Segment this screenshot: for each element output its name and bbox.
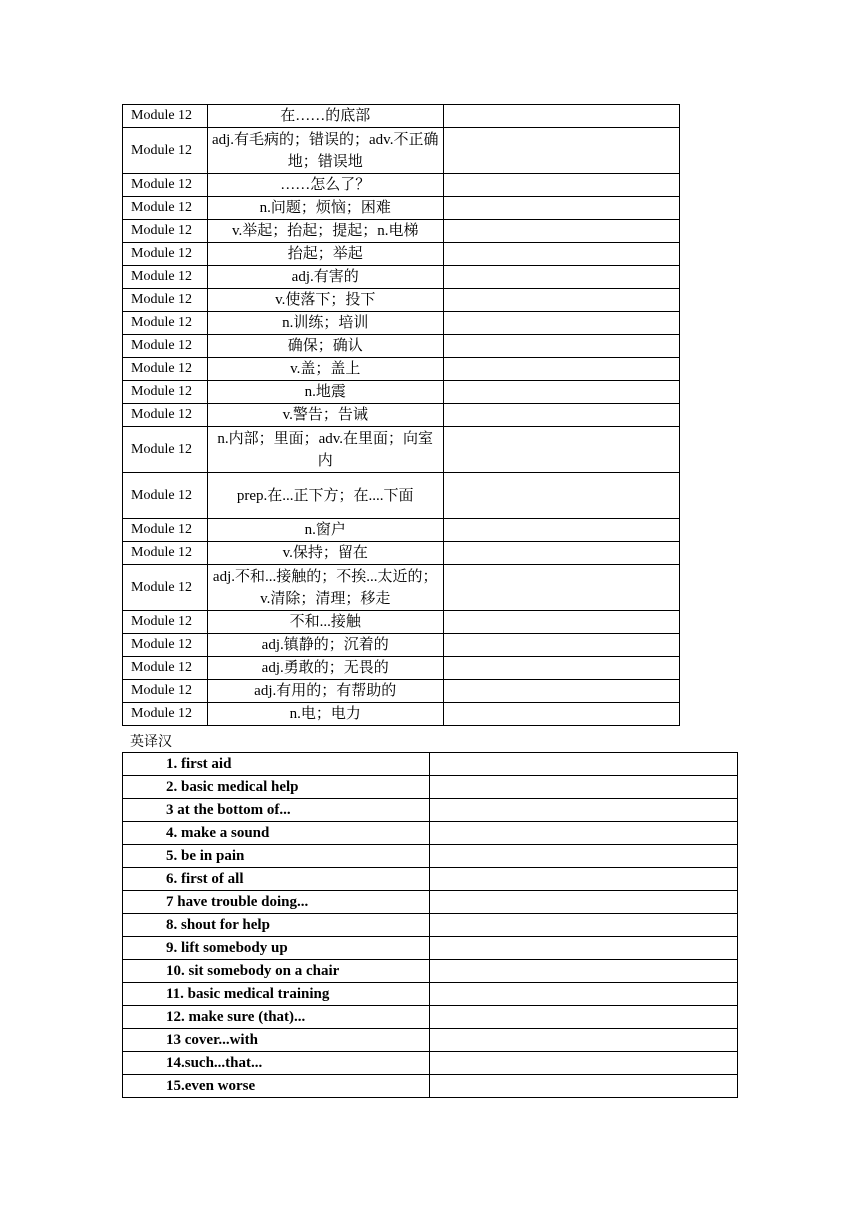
translation-answer-cell[interactable] bbox=[429, 776, 737, 799]
translation-answer-cell[interactable] bbox=[429, 1052, 737, 1075]
phrase-cell: 11. basic medical training bbox=[123, 983, 430, 1006]
translation-answer-cell[interactable] bbox=[429, 845, 737, 868]
answer-cell[interactable] bbox=[443, 381, 679, 404]
module-cell: Module 12 bbox=[123, 473, 208, 519]
meaning-cell: adj.有毛病的；错误的；adv.不正确地；错误地 bbox=[207, 128, 443, 174]
module-cell: Module 12 bbox=[123, 105, 208, 128]
answer-cell[interactable] bbox=[443, 220, 679, 243]
answer-cell[interactable] bbox=[443, 312, 679, 335]
vocab-row bbox=[123, 565, 680, 611]
meaning-cell: n.地震 bbox=[207, 381, 443, 404]
phrase-row bbox=[123, 891, 738, 914]
phrase-table-body bbox=[123, 753, 738, 1098]
meaning-cell: prep.在...正下方；在....下面 bbox=[207, 473, 443, 519]
answer-cell[interactable] bbox=[443, 519, 679, 542]
translation-answer-cell[interactable] bbox=[429, 937, 737, 960]
phrase-row bbox=[123, 868, 738, 891]
vocab-row bbox=[123, 381, 680, 404]
vocab-row bbox=[123, 289, 680, 312]
phrase-cell: 3 at the bottom of... bbox=[123, 799, 430, 822]
answer-cell[interactable] bbox=[443, 289, 679, 312]
answer-cell[interactable] bbox=[443, 680, 679, 703]
vocab-row bbox=[123, 358, 680, 381]
phrase-row bbox=[123, 799, 738, 822]
translation-answer-cell[interactable] bbox=[429, 983, 737, 1006]
vocab-row bbox=[123, 312, 680, 335]
meaning-cell: adj.勇敢的；无畏的 bbox=[207, 657, 443, 680]
vocab-table-body bbox=[123, 105, 680, 726]
module-cell: Module 12 bbox=[123, 174, 208, 197]
answer-cell[interactable] bbox=[443, 243, 679, 266]
vocab-row bbox=[123, 128, 680, 174]
phrase-cell: 15.even worse bbox=[123, 1075, 430, 1098]
phrase-cell: 5. be in pain bbox=[123, 845, 430, 868]
vocab-row bbox=[123, 427, 680, 473]
phrase-cell: 8. shout for help bbox=[123, 914, 430, 937]
meaning-cell: 抬起；举起 bbox=[207, 243, 443, 266]
phrase-row bbox=[123, 937, 738, 960]
module-cell: Module 12 bbox=[123, 611, 208, 634]
answer-cell[interactable] bbox=[443, 427, 679, 473]
vocab-row bbox=[123, 335, 680, 358]
vocab-row bbox=[123, 174, 680, 197]
vocab-row bbox=[123, 680, 680, 703]
module-cell: Module 12 bbox=[123, 312, 208, 335]
vocab-row bbox=[123, 542, 680, 565]
answer-cell[interactable] bbox=[443, 703, 679, 726]
meaning-cell: adj.有用的；有帮助的 bbox=[207, 680, 443, 703]
phrase-cell: 7 have trouble doing... bbox=[123, 891, 430, 914]
meaning-cell: v.警告；告诫 bbox=[207, 404, 443, 427]
vocab-row bbox=[123, 519, 680, 542]
answer-cell[interactable] bbox=[443, 473, 679, 519]
answer-cell[interactable] bbox=[443, 634, 679, 657]
module-cell: Module 12 bbox=[123, 565, 208, 611]
phrase-cell: 14.such...that... bbox=[123, 1052, 430, 1075]
answer-cell[interactable] bbox=[443, 404, 679, 427]
phrase-cell: 4. make a sound bbox=[123, 822, 430, 845]
translation-answer-cell[interactable] bbox=[429, 868, 737, 891]
answer-cell[interactable] bbox=[443, 174, 679, 197]
vocab-table bbox=[122, 104, 680, 726]
vocab-row bbox=[123, 703, 680, 726]
phrase-row bbox=[123, 1029, 738, 1052]
module-cell: Module 12 bbox=[123, 358, 208, 381]
section-label: 英译汉 bbox=[130, 734, 172, 750]
meaning-cell: n.电；电力 bbox=[207, 703, 443, 726]
translation-answer-cell[interactable] bbox=[429, 1029, 737, 1052]
phrase-row bbox=[123, 776, 738, 799]
module-cell: Module 12 bbox=[123, 289, 208, 312]
answer-cell[interactable] bbox=[443, 657, 679, 680]
phrase-row bbox=[123, 914, 738, 937]
vocab-row bbox=[123, 220, 680, 243]
answer-cell[interactable] bbox=[443, 335, 679, 358]
vocab-row bbox=[123, 634, 680, 657]
vocab-row bbox=[123, 197, 680, 220]
module-cell: Module 12 bbox=[123, 128, 208, 174]
translation-answer-cell[interactable] bbox=[429, 799, 737, 822]
module-cell: Module 12 bbox=[123, 404, 208, 427]
module-cell: Module 12 bbox=[123, 266, 208, 289]
translation-answer-cell[interactable] bbox=[429, 822, 737, 845]
module-cell: Module 12 bbox=[123, 634, 208, 657]
answer-cell[interactable] bbox=[443, 358, 679, 381]
answer-cell[interactable] bbox=[443, 266, 679, 289]
meaning-cell: adj.不和...接触的；不挨...太近的；v.清除；清理；移走 bbox=[207, 565, 443, 611]
phrase-cell: 10. sit somebody on a chair bbox=[123, 960, 430, 983]
meaning-cell: v.使落下；投下 bbox=[207, 289, 443, 312]
vocab-row bbox=[123, 611, 680, 634]
phrase-cell: 13 cover...with bbox=[123, 1029, 430, 1052]
phrase-row bbox=[123, 822, 738, 845]
meaning-cell: 确保；确认 bbox=[207, 335, 443, 358]
meaning-cell: n.窗户 bbox=[207, 519, 443, 542]
meaning-cell: v.保持；留在 bbox=[207, 542, 443, 565]
meaning-cell: v.举起；抬起；提起；n.电梯 bbox=[207, 220, 443, 243]
module-cell: Module 12 bbox=[123, 335, 208, 358]
meaning-cell: n.内部；里面；adv.在里面；向室内 bbox=[207, 427, 443, 473]
phrase-row bbox=[123, 960, 738, 983]
module-cell: Module 12 bbox=[123, 542, 208, 565]
phrase-cell: 12. make sure (that)... bbox=[123, 1006, 430, 1029]
module-cell: Module 12 bbox=[123, 427, 208, 473]
phrase-table bbox=[122, 752, 738, 1098]
phrase-cell: 9. lift somebody up bbox=[123, 937, 430, 960]
phrase-cell: 6. first of all bbox=[123, 868, 430, 891]
meaning-cell: n.问题；烦恼；困难 bbox=[207, 197, 443, 220]
phrase-row bbox=[123, 753, 738, 776]
module-cell: Module 12 bbox=[123, 680, 208, 703]
module-cell: Module 12 bbox=[123, 519, 208, 542]
phrase-cell: 1. first aid bbox=[123, 753, 430, 776]
vocab-row bbox=[123, 657, 680, 680]
module-cell: Module 12 bbox=[123, 657, 208, 680]
answer-cell[interactable] bbox=[443, 565, 679, 611]
translation-answer-cell[interactable] bbox=[429, 960, 737, 983]
meaning-cell: adj.镇静的；沉着的 bbox=[207, 634, 443, 657]
answer-cell[interactable] bbox=[443, 128, 679, 174]
meaning-cell: v.盖；盖上 bbox=[207, 358, 443, 381]
phrase-row bbox=[123, 983, 738, 1006]
meaning-cell: 在……的底部 bbox=[207, 105, 443, 128]
translation-answer-cell[interactable] bbox=[429, 914, 737, 937]
phrase-row bbox=[123, 1075, 738, 1098]
answer-cell[interactable] bbox=[443, 197, 679, 220]
answer-cell[interactable] bbox=[443, 105, 679, 128]
vocab-row bbox=[123, 105, 680, 128]
phrase-row bbox=[123, 845, 738, 868]
vocab-row bbox=[123, 266, 680, 289]
meaning-cell: ……怎么了？ bbox=[207, 174, 443, 197]
module-cell: Module 12 bbox=[123, 220, 208, 243]
translation-answer-cell[interactable] bbox=[429, 891, 737, 914]
meaning-cell: 不和...接触 bbox=[207, 611, 443, 634]
phrase-row bbox=[123, 1052, 738, 1075]
module-cell: Module 12 bbox=[123, 243, 208, 266]
module-cell: Module 12 bbox=[123, 197, 208, 220]
phrase-row bbox=[123, 1006, 738, 1029]
translation-answer-cell[interactable] bbox=[429, 1006, 737, 1029]
phrase-cell: 2. basic medical help bbox=[123, 776, 430, 799]
answer-cell[interactable] bbox=[443, 611, 679, 634]
meaning-cell: adj.有害的 bbox=[207, 266, 443, 289]
module-cell: Module 12 bbox=[123, 381, 208, 404]
vocab-row bbox=[123, 404, 680, 427]
vocab-row bbox=[123, 243, 680, 266]
vocab-row bbox=[123, 473, 680, 519]
meaning-cell: n.训练；培训 bbox=[207, 312, 443, 335]
translation-answer-cell[interactable] bbox=[429, 1075, 737, 1098]
module-cell: Module 12 bbox=[123, 703, 208, 726]
answer-cell[interactable] bbox=[443, 542, 679, 565]
translation-answer-cell[interactable] bbox=[429, 753, 737, 776]
